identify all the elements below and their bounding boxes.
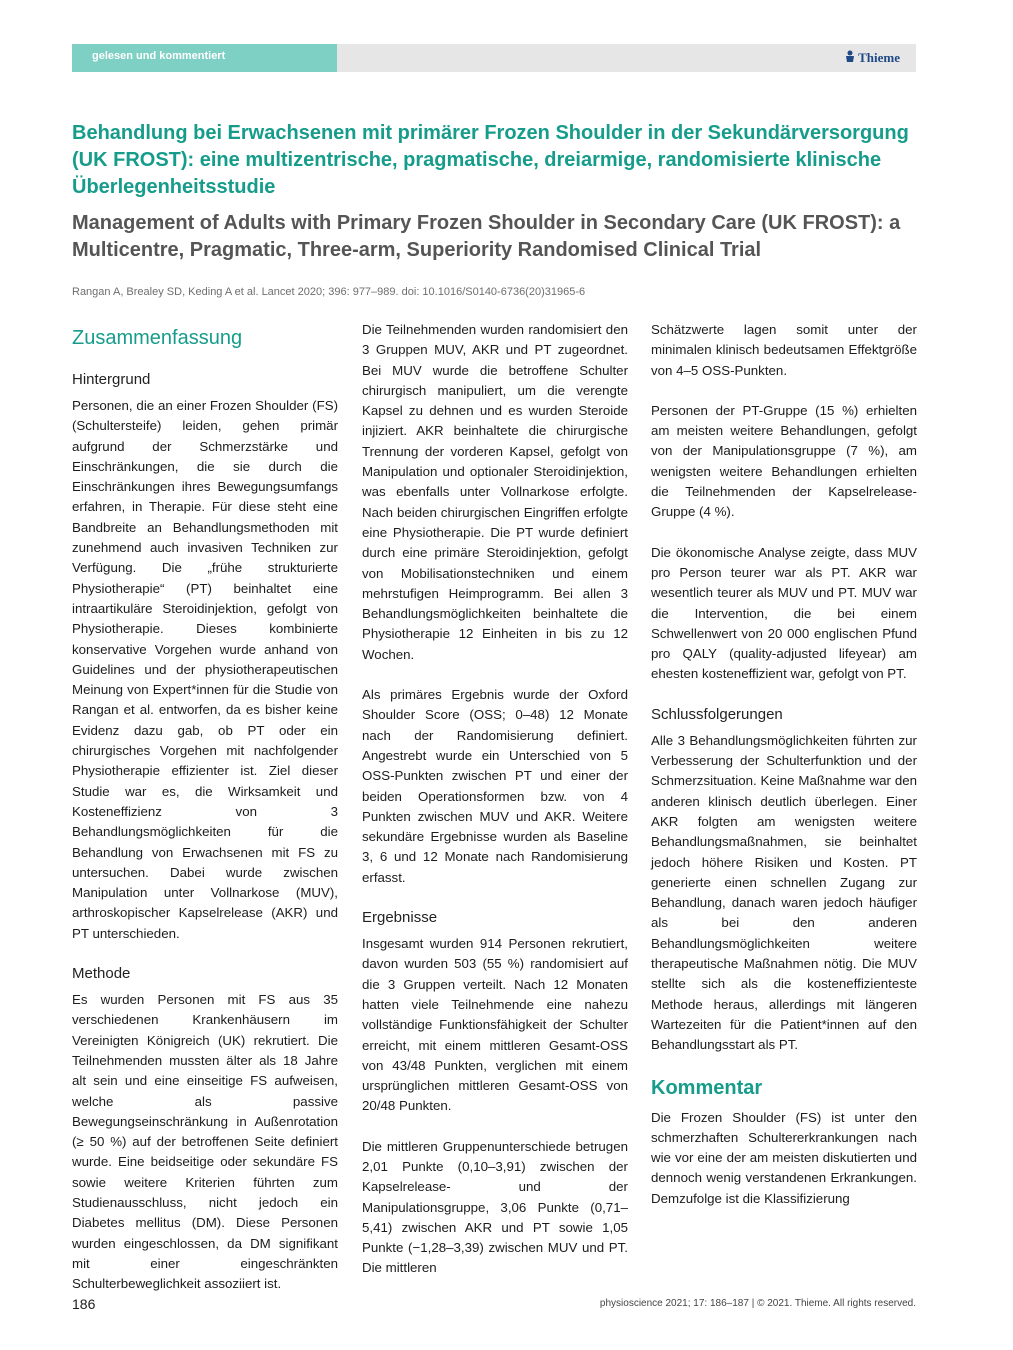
commentary-heading: Kommentar (651, 1076, 763, 1099)
column-2 (362, 320, 628, 1299)
method-paragraph-3: Als primäres Ergebnis wurde der Oxford Shoulder Score (OSS; 0–48) 12 Monate nach der Randomisierung definiert. Angestrebt wurde ein Unterschied von 5 OSS-Punkten zwischen PT und einer der beiden Operationsformen bzw. von 4 Punkten zwischen MUV und AKR. Weitere sekundäre Ergebnisse wurden als Baseline 3, 6 und 12 Monate nach Randomisierung erfasst. (362, 687, 628, 885)
thieme-logo-icon (845, 50, 855, 63)
results-heading: Ergebnisse (362, 909, 438, 927)
results-paragraph-5: Die ökonomische Analyse zeigte, dass MUV pro Person teurer war als PT. AKR war wesentlich teurer als MUV und PT. MUV war die Intervention, die bei einem Schwellenwert von 20 000 englischen Pfund pro QALY (quality-adjusted lifeyear) am ehesten kosteneffizient war, gefolgt von PT. (651, 544, 917, 682)
publisher-logo (845, 50, 900, 66)
results-paragraph-2: Die mittleren Gruppenunterschiede betrugen 2,01 Punkte (0,10–3,91) zwischen der Kapselrelease- und der Manipulationsgruppe, 3,06 Punkte (0,71–5,41) zwischen AKR und PT sowie 1,05 Punkte (−1,28–3,39) zwischen MUV und PT. Die mittleren (362, 1138, 628, 1276)
section-tab-label: gelesen und kommentiert (92, 50, 226, 62)
article-title-german: Behandlung bei Erwachsenen mit primärer Frozen Shoulder in der Sekundärversorgung (UK FROST): eine multizentrische, pragmatische, dreiarmige, randomisierte klinische Überlegenheitsstudie (72, 122, 909, 198)
commentary-paragraph: Die Frozen Shoulder (FS) ist unter den schmerzhaften Schultererkrankungen nach wie vor eine der am meisten diskutierten und dennoch wenig verstandenen Erkrankungen. Demzufolge ist die Klassifizierung (651, 1109, 917, 1206)
method-paragraph: Es wurden Personen mit FS aus 35 verschiedenen Krankenhäusern im Vereinigten Königreich (UK) rekrutiert. Die Teilnehmenden mussten älter als 18 Jahre alt sein und eine einseitige FS aufweisen, welche als passive Bewegungseinschränkung in Außenrotation (≥ 50 %) auf der betroffenen Seite definiert wurde. Eine beidseitige oder sekundäre FS sowie weitere Kriterien führten zum Studienausschluss, nicht jedoch ein Diabetes mellitus (DM). Diese Personen wurden eingeschlossen, da DM signifikant mit einer eingeschränkten Schulterbeweglichkeit assoziiert ist. (72, 992, 338, 1292)
page-number: 186 (72, 1296, 96, 1312)
section-tab (72, 44, 337, 72)
article-title-english: Management of Adults with Primary Frozen Shoulder in Secondary Care (UK FROST): a Multicentre, Pragmatic, Three-arm, Superiority Randomised Clinical Trial (72, 212, 901, 261)
column-3 (651, 320, 917, 1229)
method-heading: Methode (72, 965, 131, 983)
summary-heading: Zusammenfassung (72, 327, 243, 349)
background-heading: Hintergrund (72, 371, 151, 388)
method-paragraph-2: Die Teilnehmenden wurden randomisiert den 3 Gruppen MUV, AKR und PT zugeordnet. Bei MUV wurde die betroffene Schulter chirurgisch manipuliert, um die verengte Kapsel zu dehnen und es wurden Steroide injiziert. AKR beinhaltete die chirurgische Trennung der vorderen Kapsel, gefolgt von Manipulation und optionaler Steroidinjektion, was ebenfalls unter Vollnarkose erfolgte. Nach beiden chirurgischen Eingriffen erfolgte eine Physiotherapie. Die PT wurde definiert durch eine primäre Steroidinjektion, gefolgt von Mobilisationstechniken und einem mehrstufigen Heimprogramm. Bei allen 3 Behandlungsmöglichkeiten beinhaltete die Physiotherapie 12 Einheiten in bis zu 12 Wochen. (362, 322, 628, 662)
results-paragraph-1: Insgesamt wurden 914 Personen rekrutiert, davon wurden 503 (55 %) randomisiert auf die 3 Gruppen verteilt. Nach 12 Monaten hatten viele Teilnehmende eine nahezu vollständige Funktionsfähigkeit der Schulter erreicht, mit einem mittleren Gesamt-OSS von 43/48 Punkten, verglichen mit einem ursprünglichen mittleren Gesamt-OSS von 20/48 Punkten. (362, 936, 628, 1114)
journal-footer: physioscience 2021; 17: 186–187 | © 2021. Thieme. All rights reserved. (599, 1298, 916, 1309)
results-paragraph-4: Personen der PT-Gruppe (15 %) erhielten am meisten weitere Behandlungen, gefolgt von der Manipulationsgruppe (7 %), am wenigsten weitere Behandlungen erhielten die Teilnehmenden der Kapselrelease-Gruppe (4 %). (651, 402, 917, 520)
brand-name: Thieme (858, 50, 900, 65)
header-bar (72, 44, 916, 72)
article-citation: Rangan A, Brealey SD, Keding A et al. Lancet 2020; 396: 977–989. doi: 10.1016/S0140-6736(20)31965-6 (72, 286, 586, 298)
results-paragraph-3: Schätzwerte lagen somit unter der minimalen klinisch bedeutsamen Effektgröße von 4–5 OSS-Punkten. (651, 322, 917, 378)
column-1 (72, 320, 338, 1314)
background-paragraph: Personen, die an einer Frozen Shoulder (FS) (Schultersteife) leiden, gehen primär aufgrund der Schmerzstärke und Einschränkungen, die sie durch die Einschränkungen ihres Bewegungsumfangs erfahren, in Therapie. Für diese steht eine Bandbreite an Behandlungsmethoden mit zunehmend auch invasiven Techniken zur Verfügung. Die „frühe strukturierte Physiotherapie“ (PT) beinhaltet eine intraartikuläre Steroidinjektion, gefolgt von Physiotherapie. Dieses kombinierte konservative Vorgehen wurde anhand von Guidelines und der physiotherapeutischen Meinung von Expert*innen für die Studie von Rangan et al. entworfen, da es bisher keine Evidenz dazu gab, ob PT oder ein chirurgisches Vorgehen mit nachfolgender Physiotherapie effizienter ist. Ziel dieser Studie war es, die Wirksamkeit und Kosteneffizienz von 3 Behandlungsmöglichkeiten für die Behandlung von Erwachsenen mit FS zu untersuchen. Dabei wurde zwischen Manipulation unter Vollnarkose (MUV), arthroskopischer Kapselrelease (AKR) und PT unterschieden. (72, 398, 338, 941)
conclusions-heading: Schlussfolgerungen (651, 705, 783, 723)
conclusions-paragraph: Alle 3 Behandlungsmöglichkeiten führten zur Verbesserung der Schulterfunktion und der Schmerzsituation. Keine Maßnahme war den anderen klinisch deutlich überlegen. Einer AKR folgten am wenigsten weitere Behandlungsmaßnahmen, sie beinhaltet jedoch höhere Risiken und Kosten. PT generierte einen schnellen Zugang zur Behandlung, danach waren jedoch häufiger als bei den anderen Behandlungsmöglichkeiten weitere therapeutische Maßnahmen nötig. Die MUV stellte sich als die kosteneffizienteste Methode heraus, allerdings mit längeren Wartezeiten für die Patient*innen auf den Behandlungsstart als PT. (651, 732, 917, 1053)
